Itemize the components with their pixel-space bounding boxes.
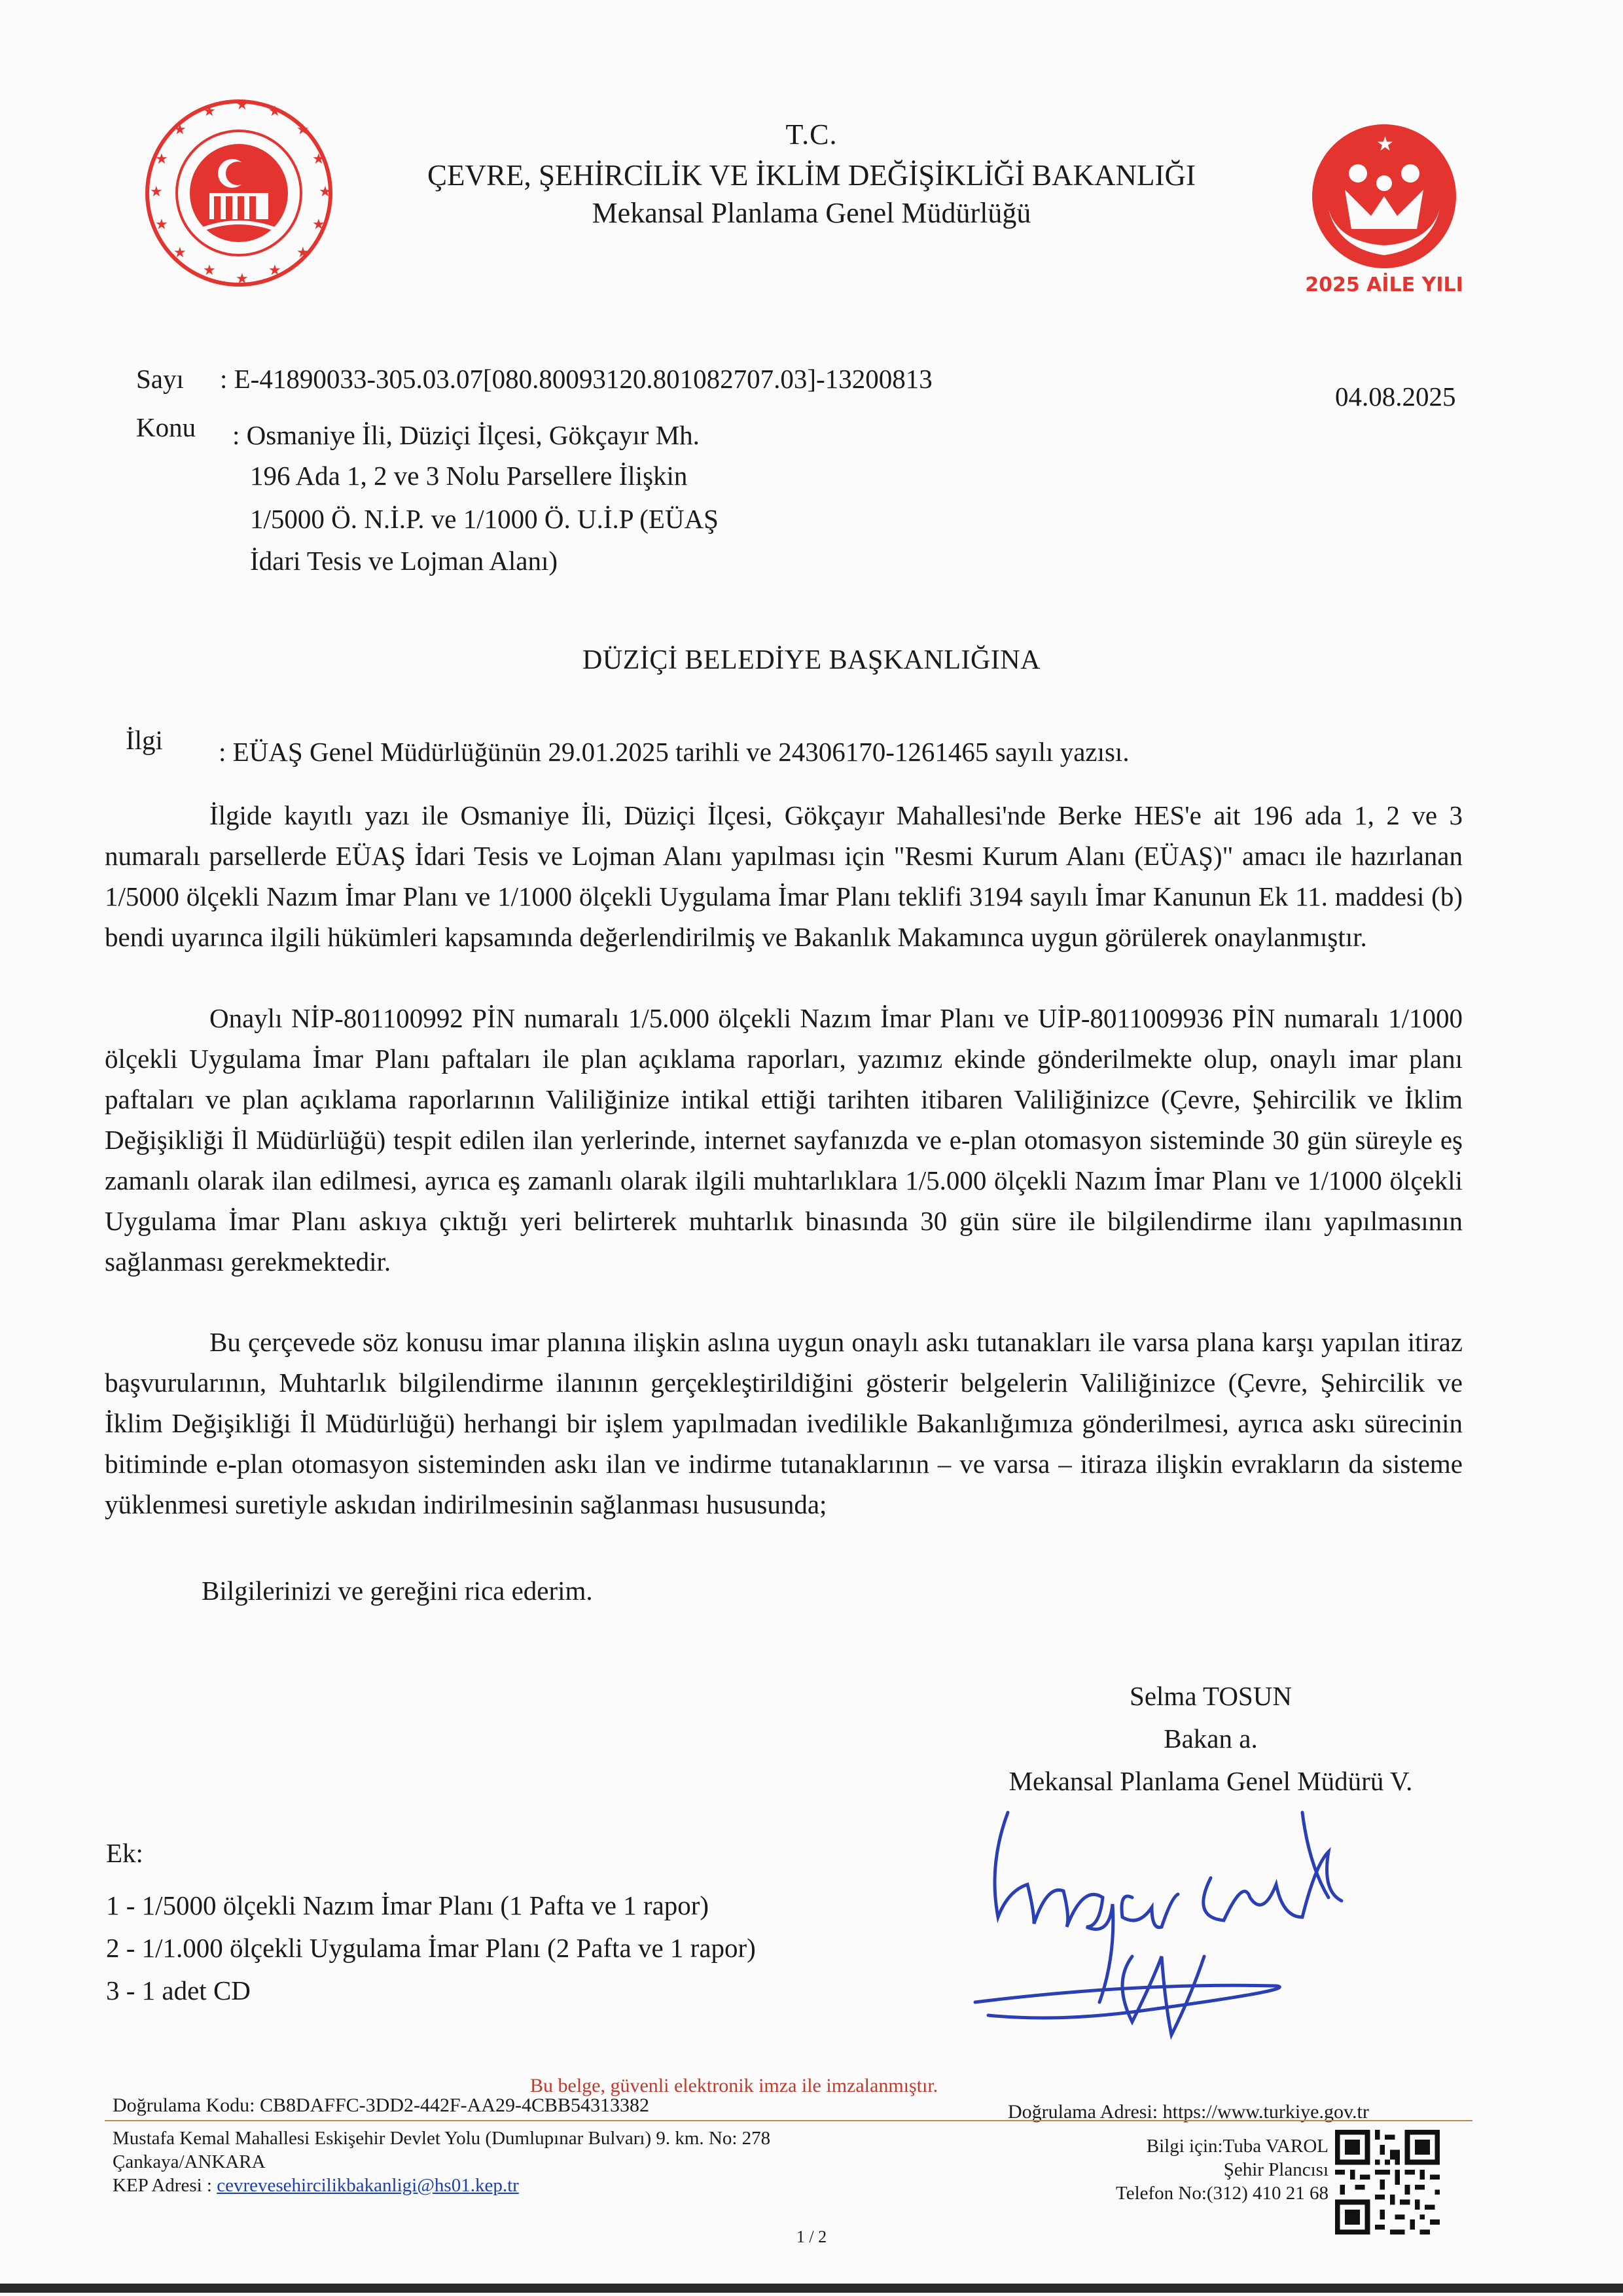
footer-divider — [105, 2120, 1472, 2121]
department-name: Mekansal Planlama Genel Müdürlüğü — [592, 197, 1031, 229]
konu-line-1: : Osmaniye İli, Düziçi İlçesi, Gökçayır Mh. — [232, 420, 700, 450]
konu-label: Konu — [136, 412, 196, 442]
sayi-label: Sayı — [136, 364, 184, 394]
kep-address-link[interactable]: cevrevesehircilikbakanligi@hs01.kep.tr — [217, 2175, 519, 2196]
page-number: 1 / 2 — [796, 2227, 827, 2246]
konu-line-2: 196 Ada 1, 2 ve 3 Nolu Parsellere İlişkin — [250, 461, 688, 491]
kep-label: KEP Adresi : — [113, 2175, 217, 2196]
svg-text:★: ★ — [268, 103, 281, 120]
svg-text:★: ★ — [236, 271, 249, 287]
recipient-heading: DÜZİÇİ BELEDİYE BAŞKANLIĞINA — [582, 645, 1041, 675]
svg-text:★: ★ — [296, 245, 310, 261]
svg-text:★: ★ — [155, 217, 168, 233]
scan-bottom-edge — [0, 2284, 1623, 2293]
family-year-logo — [1286, 111, 1482, 308]
info-title: Şehir Plancısı — [1223, 2159, 1329, 2180]
svg-text:★: ★ — [312, 217, 325, 233]
verification-address: Doğrulama Adresi: https://www.turkiye.gov.tr — [1008, 2101, 1369, 2123]
attachment-item-3: 3 - 1 adet CD — [106, 1975, 251, 2005]
svg-text:★: ★ — [155, 151, 168, 168]
header-tc: T.C. — [785, 118, 838, 150]
ministry-seal-logo — [134, 95, 344, 291]
svg-text:★: ★ — [203, 262, 216, 279]
address-line-2: Çankaya/ANKARA — [113, 2151, 266, 2172]
body-paragraph-1: İlgide kayıtlı yazı ile Osmaniye İli, Düziçi İlçesi, Gökçayır Mahallesi'nde Berke HES'e ait 196 ada 1, 2 ve 3 numaralı parsellerde EÜAŞ İdari Tesis ve Lojman Alanı yapılması için "Resmi Kurum Alanı (EÜAŞ)" amacı ile hazırlanan 1/5000 ölçekli Nazım İmar Planı ve 1/1000 ölçekli Uygulama İmar Planı teklifi 3194 sayılı İmar Kanunun Ek 11. maddesi (b) bendi uyarınca ilgili hükümleri kapsamında değerlendirilmiş ve Bakanlık Makamınca uygun görülerek onaylanmıştır. — [105, 800, 1463, 952]
svg-text:★: ★ — [319, 184, 332, 200]
ilgi-value: : EÜAŞ Genel Müdürlüğünün 29.01.2025 tarihli ve 24306170-1261465 sayılı yazısı. — [219, 737, 1130, 767]
ilgi-label: İlgi — [126, 725, 163, 755]
signatory-name: Selma TOSUN — [1130, 1681, 1292, 1711]
info-contact: Bilgi için:Tuba VAROL — [1146, 2136, 1329, 2157]
esign-notice: Bu belge, güvenli elektronik imza ile imzalanmıştır. — [530, 2075, 938, 2096]
body-paragraph-2: Onaylı NİP-801100992 PİN numaralı 1/5.000 ölçekli Nazım İmar Planı ve UİP-8011009936 PİN numaralı 1/1000 ölçekli Uygulama İmar Planı paftaları ile plan açıklama raporları, yazımız ekinde gönderilmekte olup, onaylı imar planı paftaları ve plan açıklama raporlarının Valiliğinize intikal ettiği tarihten itibaren Valiliğinizce (Çevre, Şehircilik ve İklim Değişikliği İl Müdürlüğü) tespit edilen ilan yerlerinde, internet sayfanızda ve e-plan otomasyon sisteminde 30 gün süreyle eş zamanlı olarak ilan edilmesi, ayrıca eş zamanlı olarak ilgili muhtarlıklara 1/5.000 ölçekli Nazım İmar Planı ve 1/1000 ölçekli Uygulama İmar Planı askıya çıktığı yeri belirterek muhtarlık binasında 30 gün süre ile bilgilendirme ilanı yapılmasının sağlanması gerekmektedir. — [105, 1003, 1463, 1277]
svg-text:★: ★ — [203, 103, 216, 120]
svg-text:★: ★ — [236, 97, 249, 113]
attachment-item-2: 2 - 1/1.000 ölçekli Uygulama İmar Planı (2 Pafta ve 1 rapor) — [106, 1933, 756, 1963]
svg-text:★: ★ — [150, 184, 163, 200]
konu-line-3: 1/5000 Ö. N.İ.P. ve 1/1000 Ö. U.İ.P (EÜAŞ — [250, 504, 719, 534]
kep-address-row — [113, 2174, 519, 2197]
attachments-heading: Ek: — [106, 1838, 143, 1868]
svg-text:★: ★ — [173, 122, 187, 138]
document-date: 04.08.2025 — [1335, 381, 1456, 412]
ministry-name: ÇEVRE, ŞEHİRCİLİK VE İKLİM DEĞİŞİKLİĞİ BAKANLIĞI — [427, 159, 1196, 192]
family-year-text: 2025 AİLE YILI — [1305, 274, 1463, 296]
svg-text:★: ★ — [312, 151, 325, 168]
sayi-value: : E-41890033-305.03.07[080.80093120.801082707.03]-13200813 — [220, 364, 933, 394]
body-paragraph-4: Bilgilerinizi ve gereğini rica ederim. — [202, 1576, 593, 1606]
handwritten-signature — [936, 1786, 1446, 2061]
konu-line-4: İdari Tesis ve Lojman Alanı) — [250, 546, 558, 576]
info-phone: Telefon No:(312) 410 21 68 — [1116, 2183, 1329, 2204]
svg-text:★: ★ — [268, 262, 281, 279]
address-line-1: Mustafa Kemal Mahallesi Eskişehir Devlet Yolu (Dumlupınar Bulvarı) 9. km. No: 278 — [113, 2128, 771, 2149]
verification-code: Doğrulama Kodu: CB8DAFFC-3DD2-442F-AA29-4CBB54313382 — [113, 2094, 650, 2116]
svg-text:★: ★ — [173, 245, 187, 261]
attachment-item-1: 1 - 1/5000 ölçekli Nazım İmar Planı (1 Pafta ve 1 rapor) — [106, 1890, 709, 1920]
signatory-title-2: Mekansal Planlama Genel Müdürü V. — [1008, 1766, 1413, 1796]
qr-code[interactable] — [1335, 2130, 1440, 2234]
body-paragraph-3: Bu çerçevede söz konusu imar planına ilişkin aslına uygun onaylı askı tutanakları ile varsa plana karşı yapılan itiraz başvurularının, Muhtarlık bilgilendirme ilanının gerçekleştirildiğini gösterir belgelerin Valiliğinizce (Çevre, Şehircilik ve İklim Değişikliği İl Müdürlüğü) herhangi bir işlem yapılmadan ivedilikle Bakanlığımıza gönderilmesi, ayrıca askı sürecinin bitiminde e-plan otomasyon sisteminden askı ilan ve indirme tutanaklarının – ve varsa – itiraza ilişkin evrakların da sisteme yüklenmesi suretiyle askıdan indirilmesinin sağlanması hususunda; — [105, 1327, 1463, 1519]
svg-text:★: ★ — [1376, 133, 1394, 156]
svg-text:★: ★ — [296, 122, 310, 138]
signatory-title-1: Bakan a. — [1164, 1723, 1258, 1754]
